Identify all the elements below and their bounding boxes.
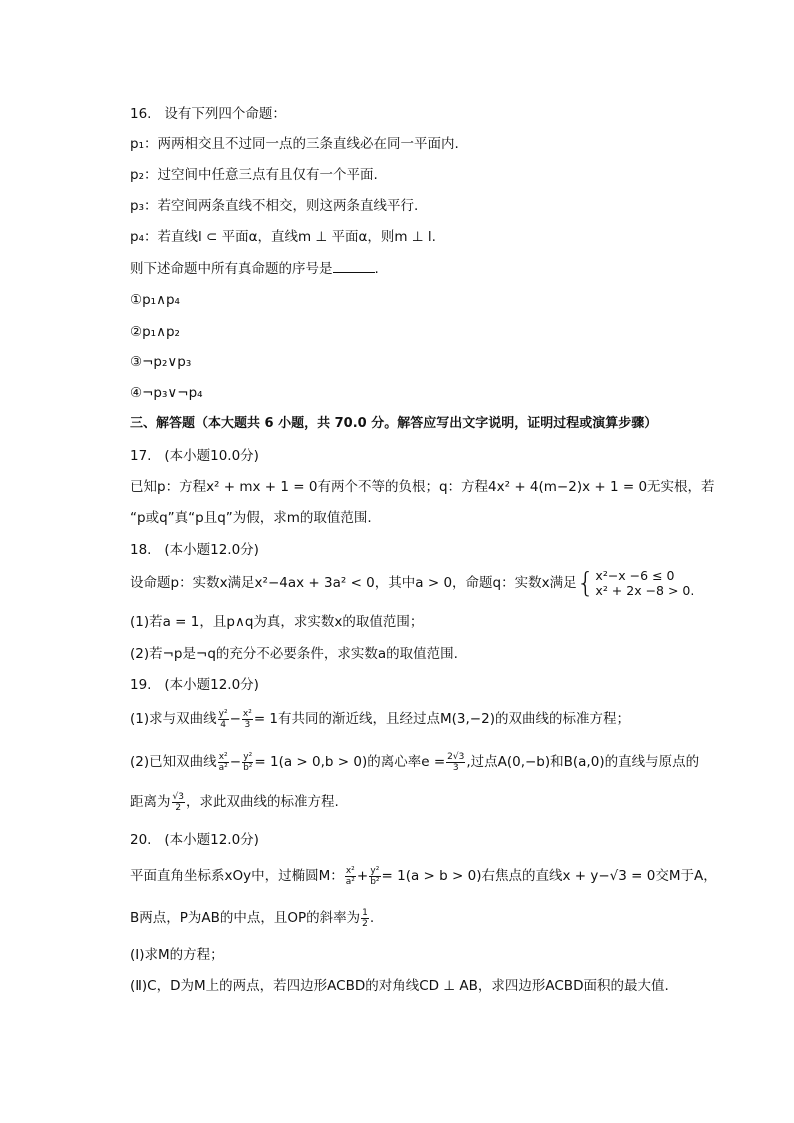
q19-distance-rest: ，求此双曲线的标准方程.: [185, 794, 339, 810]
q16-ask-text: 则下述命题中所有真命题的序号是: [130, 261, 333, 277]
answer-blank: [333, 258, 375, 273]
q20-line2-lead: B两点，P为AB的中点，且OP的斜率为: [130, 910, 361, 926]
inequality-system: [595, 568, 694, 598]
q16-ask: [130, 258, 379, 279]
q16-p2: p₂：过空间中任意三点有且仅有一个平面.: [130, 167, 378, 183]
section-heading: 三、解答题（本大题共 6 小题，共 70.0 分。解答应写出文字说明，证明过程或演算步骤）: [130, 416, 658, 431]
fraction-y2-4: $\frac{\text{y²}}{4}$: [218, 708, 228, 730]
q20-number: 20.: [130, 832, 152, 848]
q20-part1: (Ⅰ)求M的方程；: [130, 947, 224, 963]
fraction-y2-b2: $\frac{\text{y²}}{\text{b²}}$: [243, 751, 253, 773]
fraction-y2-b2: $\frac{\text{y²}}{\text{b²}}$: [370, 865, 380, 887]
q19-distance-lead: 距离为: [130, 794, 171, 810]
q16-option-2: ②p₁∧p₂: [130, 324, 180, 340]
q16-p4: p₄：若直线l ⊂ 平面α，直线m ⊥ 平面α，则m ⊥ l.: [130, 229, 436, 245]
minus-sign: −: [229, 754, 242, 770]
q20-line1: [130, 862, 717, 890]
q17-number: 17.: [130, 448, 152, 464]
q17-line2: “p或q”真“p且q”为假，求m的取值范围.: [130, 510, 372, 526]
minus-sign: −: [229, 711, 241, 727]
q16-option-4: ④¬p₃∨¬p₄: [130, 385, 203, 401]
q20-part2: (Ⅱ)C，D为M上的两点，若四边形ACBD的对角线CD ⊥ AB，求四边形ACBD面积的最大值.: [130, 978, 669, 994]
q17-score: (本小题10.0分): [164, 448, 259, 464]
q16-stem: [130, 104, 286, 124]
q18-number: 18.: [130, 542, 152, 558]
fraction-sqrt3-2: $\frac{√3}{2}$: [172, 791, 184, 813]
q19-part1-rest: = 1有共同的渐近线，且经过点M(3,−2)的双曲线的标准方程；: [253, 711, 630, 727]
q16-p1: p₁：两两相交且不过同一点的三条直线必在同一平面内.: [130, 136, 459, 152]
q20-line2: [130, 904, 374, 932]
q16-stem-text: 设有下列四个命题：: [164, 106, 286, 122]
q19-part1-lead: (1)求与双曲线: [130, 711, 217, 727]
q18-score: (本小题12.0分): [164, 542, 259, 558]
fraction-x2-a2: $\frac{\text{x²}}{\text{a²}}$: [345, 865, 355, 887]
q18-part1: (1)若a = 1，且p∧q为真，求实数x的取值范围；: [130, 614, 424, 630]
q19-part2: [130, 748, 699, 776]
q16-ask-end: .: [374, 261, 379, 277]
q16-option-3: ③¬p₂∨p₃: [130, 354, 192, 370]
q19-score: (本小题12.0分): [164, 677, 259, 693]
q19-part2-line2: [130, 788, 339, 816]
q20-line1-lead: 平面直角坐标系xOy中，过椭圆M：: [130, 868, 344, 884]
q16-option-1: ①p₁∧p₄: [130, 292, 180, 308]
q18-line1-text: 设命题p：实数x满足x²−4ax + 3a² < 0，其中a > 0，命题q：实数x满足: [130, 575, 577, 591]
q18-line1: [130, 566, 694, 600]
q16-number: 16.: [130, 106, 152, 122]
q18-part2: (2)若¬p是¬q的充分不必要条件，求实数a的取值范围.: [130, 646, 458, 662]
q20-header: [130, 830, 259, 850]
system-bottom: x² + 2x −8 > 0.: [595, 583, 695, 598]
plus-sign: +: [356, 868, 369, 884]
q19-part2-lead: (2)已知双曲线: [130, 754, 217, 770]
q20-score: (本小题12.0分): [164, 832, 259, 848]
q20-line2-end: .: [369, 910, 375, 926]
q17-header: [130, 446, 259, 466]
fraction-x2-3: $\frac{\text{x²}}{3}$: [242, 708, 252, 730]
q19-header: [130, 675, 259, 695]
q18-header: [130, 540, 259, 560]
fraction-1-2: $\frac{1}{2}$: [362, 907, 368, 929]
q20-line1-rest: = 1(a > b > 0)右焦点的直线x + y−√3 = 0交M于A，: [381, 868, 717, 884]
fraction-eccentricity: $\frac{2√3}{3}$: [447, 751, 465, 773]
q16-p3: p₃：若空间两条直线不相交，则这两条直线平行.: [130, 198, 419, 214]
q19-part2-mid: = 1(a > 0,b > 0)的离心率e =: [254, 754, 446, 770]
fraction-x2-a2: $\frac{\text{x²}}{\text{a²}}$: [218, 751, 228, 773]
left-brace: {: [576, 566, 595, 599]
q19-number: 19.: [130, 677, 152, 693]
q17-line1: 已知p：方程x² + mx + 1 = 0有两个不等的负根；q：方程4x² + 4(m−2)x + 1 = 0无实根，若: [130, 479, 715, 495]
q19-part1: [130, 705, 630, 733]
q19-part2-rest: ,过点A(0,−b)和B(a,0)的直线与原点的: [466, 754, 700, 770]
system-top: x²−x −6 ≤ 0: [595, 568, 675, 583]
